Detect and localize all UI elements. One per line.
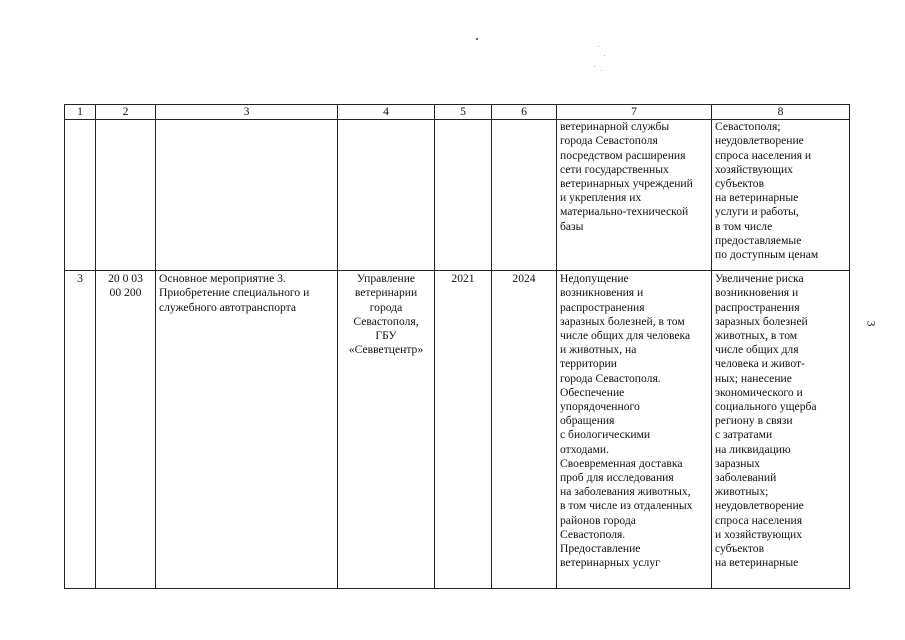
- header-cell-4: 4: [338, 105, 435, 120]
- scan-speck: [594, 66, 595, 67]
- scan-speck: [476, 38, 478, 40]
- cell-activity: Основное мероприятие 3. Приобретение специального и служебного автотранспорта: [156, 271, 338, 589]
- header-cell-6: 6: [492, 105, 557, 120]
- cell-code: [96, 120, 156, 271]
- cell-activity: [156, 120, 338, 271]
- scan-speck: [604, 55, 605, 56]
- header-cell-7: 7: [557, 105, 712, 120]
- cell-number: 3: [65, 271, 96, 589]
- table-header-row: [65, 105, 850, 120]
- table-row-continuation: [65, 120, 850, 271]
- cell-code: 20 0 03 00 200: [96, 271, 156, 589]
- cell-start-year: [435, 120, 492, 271]
- header-cell-3: 3: [156, 105, 338, 120]
- scan-speck: [598, 46, 599, 47]
- header-cell-8: 8: [712, 105, 850, 120]
- cell-end-year: [492, 120, 557, 271]
- cell-executor: Управление ветеринарии города Севастополя, ГБУ «Севветцентр»: [338, 271, 435, 589]
- cell-consequences: Увеличение риска возникновения и распространения заразных болезней животных, в том числе общих для человека и живот- ных; нанесение экономического и социального ущерба региону в связи с затратами на ликвидацию заразных заболеваний животных; неудовлетворение спроса населения и хозяйствующих субъектов на ветеринарные: [712, 271, 850, 589]
- program-activities-table: [64, 104, 850, 589]
- table-row-activity-3: [65, 271, 850, 589]
- cell-number: [65, 120, 96, 271]
- scan-speck: [601, 70, 602, 71]
- cell-expected-result: Недопущение возникновения и распространения заразных болезней, в том числе общих для человека и животных, на территории города Севастополя. Обеспечение упорядоченного обращения с биологическими отходами. Своевременная доставка проб для исследования на заболевания животных, в том числе из отдаленных районов города Севастополя. Предоставление ветеринарных услуг: [557, 271, 712, 589]
- cell-consequences: Севастополя; неудовлетворение спроса населения и хозяйствующих субъектов на ветеринарные услуги и работы, в том числе предоставляемые по доступным ценам: [712, 120, 850, 271]
- header-cell-1: 1: [65, 105, 96, 120]
- cell-expected-result: ветеринарной службы города Севастополя посредством расширения сети государственных ветеринарных учреждений и укрепления их материально-технической базы: [557, 120, 712, 271]
- header-cell-5: 5: [435, 105, 492, 120]
- cell-end-year: 2024: [492, 271, 557, 589]
- page-number: 3: [864, 320, 879, 327]
- cell-start-year: 2021: [435, 271, 492, 589]
- cell-executor: [338, 120, 435, 271]
- header-cell-2: 2: [96, 105, 156, 120]
